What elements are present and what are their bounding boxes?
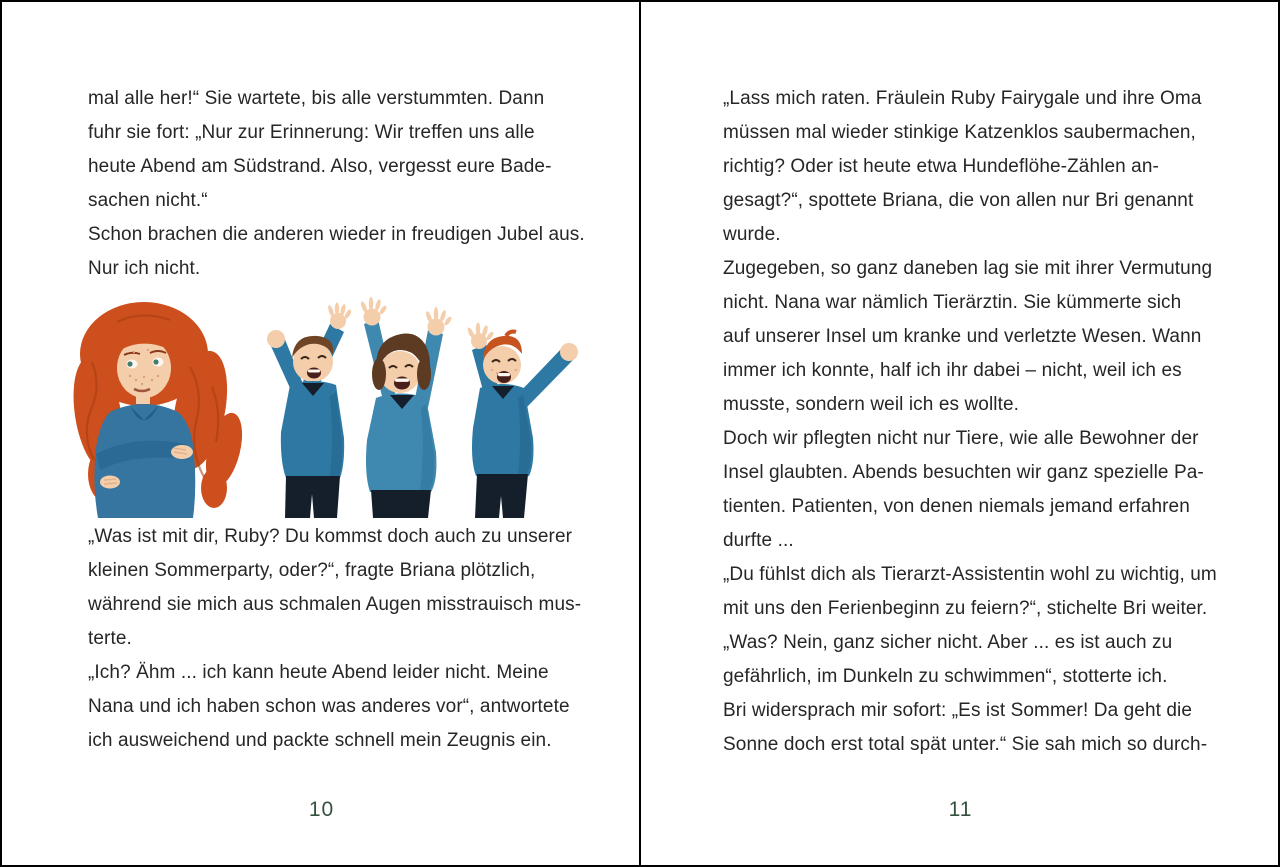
boy-brown-pants <box>285 476 340 518</box>
text-line: mit uns den Ferienbeginn zu feiern?“, stichelte Bri weiter. <box>723 598 1208 619</box>
text-line: tienten. Patienten, von denen niemals jemand erfahren <box>723 496 1190 517</box>
text-line: nicht. Nana war nämlich Tierärztin. Sie kümmerte sich <box>723 292 1182 313</box>
text-line: „Was? Nein, ganz sicher nicht. Aber ... es ist auch zu <box>723 632 1173 653</box>
text-line: sachen nicht.“ <box>88 190 208 211</box>
ruby-figure <box>72 302 249 518</box>
text-line: „Lass mich raten. Fräulein Ruby Fairygale und ihre Oma <box>723 88 1202 109</box>
text-line: „Was ist mit dir, Ruby? Du kommst doch auch zu unserer <box>88 526 573 547</box>
left-page <box>2 2 641 865</box>
text-line: richtig? Oder ist heute etwa Hundeflöhe-Zählen an- <box>723 156 1159 177</box>
text-line: mal alle her!“ Sie wartete, bis alle verstummten. Dann <box>88 88 545 109</box>
cheering-boy-ginger <box>466 323 578 519</box>
right-page <box>643 2 1278 865</box>
text-line: „Du fühlst dich als Tierarzt-Assistentin wohl zu wichtig, um <box>723 564 1217 585</box>
text-line: gesagt?“, spottete Briana, die von allen nur Bri genannt <box>723 190 1194 211</box>
cheering-boy-brown <box>267 303 352 519</box>
text-line: „Ich? Ähm ... ich kann heute Abend leider nicht. Meine <box>88 662 549 683</box>
page-number-right: 11 <box>948 798 973 821</box>
right-paragraph <box>723 82 1223 762</box>
text-line: Zugegeben, so ganz daneben lag sie mit ihrer Vermutung <box>723 258 1213 279</box>
left-paragraph-bottom <box>88 520 588 758</box>
text-line: Bri widersprach mir sofort: „Es ist Sommer! Da geht die <box>723 700 1193 721</box>
left-paragraph-top <box>88 82 588 286</box>
text-line: fuhr sie fort: „Nur zur Erinnerung: Wir treffen uns alle <box>88 122 535 143</box>
text-line: Nana und ich haben schon was anderes vor“, antwortete <box>88 696 570 717</box>
text-line: Schon brachen die anderen wieder in freudigen Jubel aus. <box>88 224 585 245</box>
text-line: Sonne doch erst total spät unter.“ Sie sah mich so durch- <box>723 734 1208 755</box>
text-line: Insel glaubten. Abends besuchten wir ganz spezielle Pa- <box>723 462 1204 483</box>
text-line: wurde. <box>723 224 781 245</box>
girl-bob-skirt <box>371 490 431 518</box>
text-line: auf unserer Insel um kranke und verletzte Wesen. Wann <box>723 326 1202 347</box>
cheering-girl-bob <box>360 297 453 518</box>
page-number-left: 10 <box>308 798 335 821</box>
text-line: ich ausweichend und packte schnell mein Zeugnis ein. <box>88 730 552 751</box>
text-line: müssen mal wieder stinkige Katzenklos saubermachen, <box>723 122 1196 143</box>
text-line: Doch wir pflegten nicht nur Tiere, wie alle Bewohner der <box>723 428 1199 449</box>
boy-ginger-pants <box>475 474 528 518</box>
text-line: heute Abend am Südstrand. Also, vergesst eure Bade- <box>88 156 552 177</box>
text-line: gefährlich, im Dunkeln zu schwimmen“, stotterte ich. <box>723 666 1168 687</box>
page-divider <box>639 2 641 865</box>
text-line: musste, sondern weil ich es wollte. <box>723 394 1020 415</box>
text-line: terte. <box>88 628 132 649</box>
text-line: Nur ich nicht. <box>88 258 201 279</box>
text-line: kleinen Sommerparty, oder?“, fragte Briana plötzlich, <box>88 560 536 581</box>
text-line: immer ich konnte, half ich ihr dabei – nicht, weil ich es <box>723 360 1182 381</box>
illustration-children <box>72 292 604 518</box>
ruby-neck <box>136 395 150 404</box>
text-line: durfte ... <box>723 530 794 551</box>
text-line: während sie mich aus schmalen Augen misstrauisch mus- <box>88 594 582 615</box>
